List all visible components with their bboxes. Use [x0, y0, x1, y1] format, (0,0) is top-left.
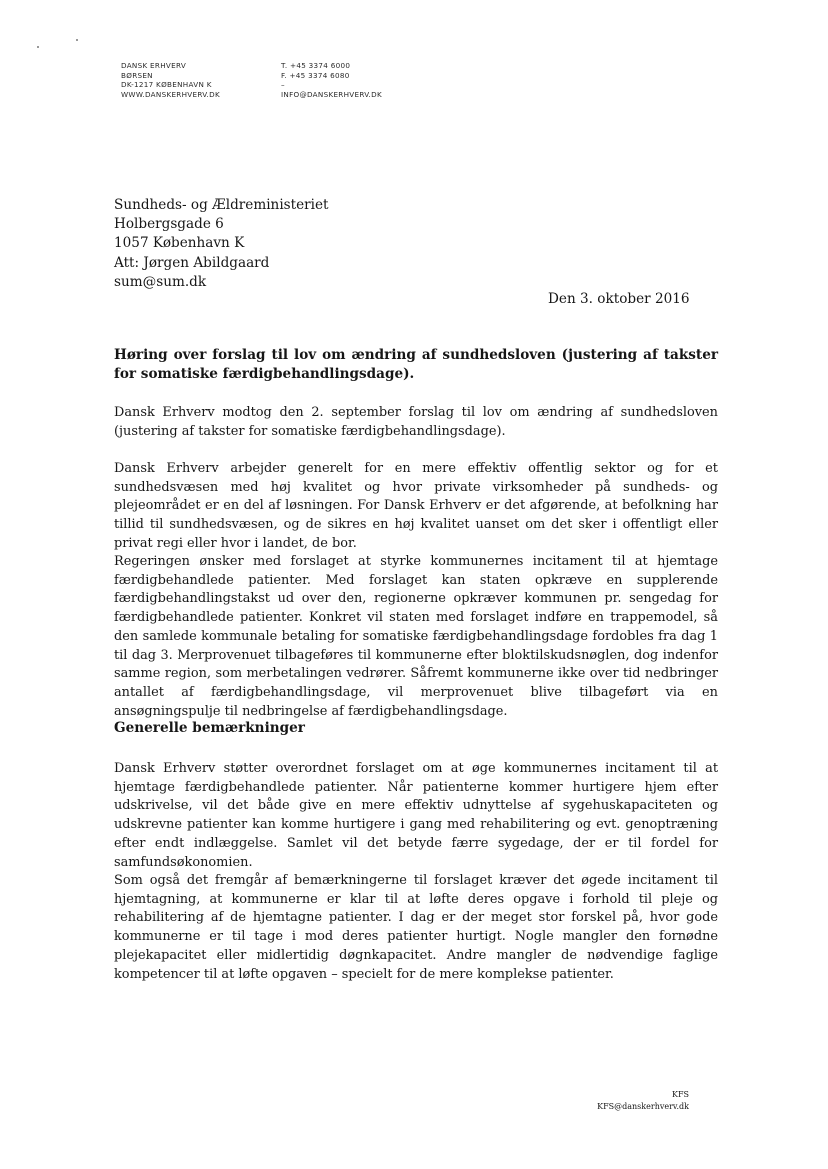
sender-contact: [281, 61, 382, 99]
section-heading: Generelle bemærkninger: [114, 720, 305, 736]
letter-date: Den 3. oktober 2016: [548, 291, 690, 307]
sender-address: [121, 61, 220, 99]
recipient-street: Holbergsgade 6: [114, 216, 224, 233]
footer-signature: [597, 1089, 689, 1113]
footer-initials: KFS: [671, 1090, 689, 1099]
paragraph-position: Dansk Erhverv arbejder generelt for en mere effektiv offentlig sektor og for et sundhedsvæsen med høj kvalitet og hvor private virksomheder på sundheds- og plejeområdet er en del af løsningen. For Dansk Erhverv er det afgørende, at befolkning har tillid til sundhedsvæsen, og de sikres en høj kvalitet uanset om det sker i offentligt eller privat regi eller hvor i landet, de bor.: [114, 461, 718, 551]
sender-email: INFO@DANSKERHVERV.DK: [281, 89, 382, 99]
scan-speck: [76, 39, 78, 41]
footer-email: KFS@danskerhverv.dk: [597, 1102, 689, 1111]
paragraph-remarks: Som også det fremgår af bemærkningerne til forslaget kræver det øgede incitament til hjemtagning, at kommunerne er klar til at løfte deres opgave i forhold til pleje og rehabilitering af de hjemtagne patienter. I dag er der meget stor forskel på, hvor gode kommunerne er til tage i mod deres patienter hurtigt. Nogle mangler den fornødne plejekapacitet eller midlertidig døgnkapacitet. Andre mangler de nødvendige faglige kompetencer til at løfte opgaven – specielt for de mere komplekse patienter.: [114, 873, 718, 982]
scan-speck: [37, 46, 39, 48]
sender-dash: –: [281, 80, 285, 89]
recipient-city: 1057 København K: [114, 235, 245, 252]
sender-postal: DK-1217 KØBENHAVN K: [121, 80, 212, 89]
paragraph-intro: Dansk Erhverv modtog den 2. september forslag til lov om ændring af sundhedsloven (justering af takster for somatiske færdigbehandlingsdage).: [114, 405, 718, 439]
sender-building: BØRSEN: [121, 70, 153, 80]
paragraph-proposal: Regeringen ønsker med forslaget at styrke kommunernes incitament til at hjemtage færdigbehandlede patienter. Med forslaget kan staten opkræve en supplerende færdigbehandlingstakst ud over den, regionerne opkræver kommunen pr. sengedag for færdigbehandlede patienter. Konkret vil staten med forslaget indføre en trappemodel, så den samlede kommunale betaling for somatiske færdigbehandlingsdage fordobles fra dag 1 til dag 3. Merprovenuet tilbageføres til kommunerne efter bloktilskudsnøglen, dog indenfor samme region, som merbetalingen vedrører. Såfremt kommunerne ikke over tid nedbringer antallet af færdigbehandlingsdage, vil merprovenuet blive tilbageført via en ansøgningspulje til nedbringelse af færdigbehandlingsdage.: [114, 554, 718, 719]
sender-website: WWW.DANSKERHVERV.DK: [121, 89, 220, 99]
sender-fax: F. +45 3374 6080: [281, 70, 350, 80]
recipient-block: [114, 196, 329, 292]
letter-heading: Høring over forslag til lov om ændring af sundhedsloven (justering af takster for somatiske færdigbehandlingsdage).: [114, 347, 718, 382]
paragraph-support: Dansk Erhverv støtter overordnet forslaget om at øge kommunernes incitament til at hjemtage færdigbehandlede patienter. Når patienterne kommer hurtigere hjem efter udskrivelse, vil det både give en mere effektiv udnyttelse af sygehuskapaciteten og udskrevne patienter kan komme hurtigere i gang med rehabilitering og evt. genoptræning efter endt indlæggelse. Samlet vil det betyde færre sygedage, der er til fordel for samfundsøkonomien.: [114, 761, 718, 870]
sender-company: DANSK ERHVERV: [121, 61, 187, 70]
recipient-email: sum@sum.dk: [114, 273, 207, 290]
sender-phone: T. +45 3374 6000: [281, 61, 351, 70]
recipient-ministry: Sundheds- og Ældreministeriet: [114, 197, 329, 213]
recipient-attention: Att: Jørgen Abildgaard: [114, 254, 270, 271]
